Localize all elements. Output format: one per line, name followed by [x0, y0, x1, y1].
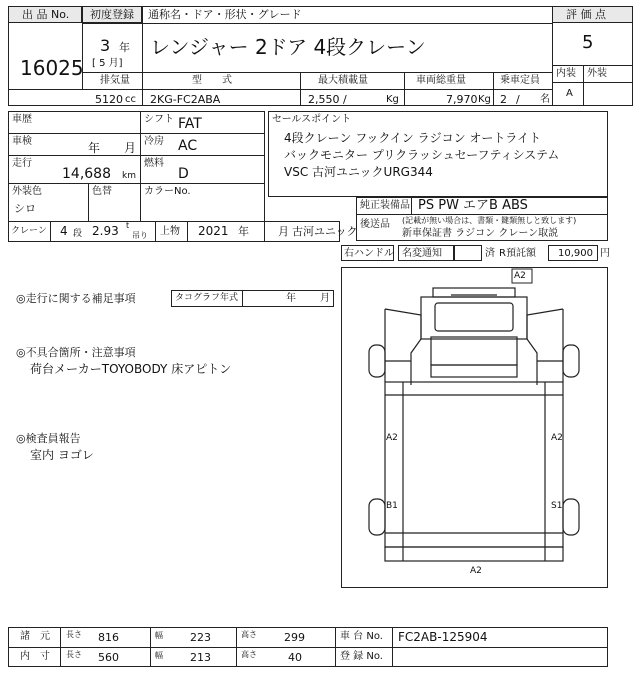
max-load-slash: /	[343, 93, 347, 106]
inner-height-label: 高さ	[241, 650, 257, 659]
gross-weight-unit: Kg	[478, 94, 491, 105]
registration-label: 登 録 No.	[340, 651, 383, 662]
type-label: 型 式	[192, 75, 232, 86]
sales-points-label: セールスポイント	[272, 114, 352, 125]
max-load-kg: Kg	[386, 94, 399, 105]
capacity-label: 乗車定員	[500, 75, 540, 86]
lot-label: 出 品 No.	[22, 8, 70, 21]
model-name-label: 通称名・ドア・形状・グレード	[148, 8, 302, 21]
capacity-unit: 名	[540, 94, 550, 105]
outer-width: 223	[190, 631, 211, 644]
tacho-month-unit: 月	[320, 293, 330, 304]
inspection-month-unit: 月	[124, 141, 137, 155]
warranty-value: 新車保証書 ラジコン クレーン取説	[402, 228, 559, 239]
color-no-label: 色替	[92, 186, 112, 197]
model-name: レンジャー 2ドア 4段クレーン	[150, 35, 426, 59]
fuel-value: D	[178, 166, 189, 182]
displacement-value: 5120	[95, 93, 123, 106]
damage-mark-rear: A2	[470, 566, 482, 576]
color-label: 外装色	[12, 186, 42, 197]
max-load-label: 最大積載量	[318, 75, 368, 86]
max-load-value: 2,550	[308, 93, 340, 106]
capacity-value: 2	[500, 93, 507, 106]
crane-steps: 4	[60, 224, 68, 238]
inspector-text: 室内 ヨゴレ	[30, 448, 94, 462]
gross-weight-value: 7,970	[446, 93, 478, 106]
damage-mark-front: A2	[514, 271, 526, 281]
inspection-label: 車検	[12, 136, 32, 147]
truck-diagram	[341, 267, 608, 588]
shift-value: FAT	[178, 116, 202, 132]
deck-label: 上物	[160, 226, 180, 237]
deck-month-unit: 月	[278, 225, 289, 238]
equipment-value: PS PW エアB ABS	[418, 198, 528, 213]
deposit-unit: 円	[600, 248, 610, 259]
running-notes-label: ◎走行に関する補足事項	[16, 292, 136, 305]
steering: 右ハンドル	[344, 248, 394, 259]
inner-dims-label: 内 寸	[20, 651, 50, 662]
inner-length: 560	[98, 651, 119, 664]
interior-grade: A	[566, 88, 573, 99]
tacho-year-unit: 年	[286, 293, 296, 304]
crane-steps-unit: 段	[73, 229, 83, 239]
inner-width-label: 幅	[155, 651, 163, 660]
color-value: シロ	[14, 202, 36, 215]
damage-mark-left-rear: B1	[386, 501, 398, 511]
mileage-unit: km	[122, 171, 136, 181]
inner-length-label: 長さ	[66, 650, 82, 659]
sales-point-line: バックモニター プリクラッシュセーフティシステム	[284, 148, 560, 162]
defect-label: ◎不具合箇所・注意事項	[16, 346, 136, 359]
ac-label: 冷房	[144, 136, 164, 147]
sales-point-line: 4段クレーン フックイン ラジコン オートライト	[284, 131, 542, 145]
chassis-label: 車 台 No.	[340, 631, 383, 642]
displacement-unit: cc	[125, 94, 136, 105]
color-no2-label: カラーNo.	[144, 186, 191, 197]
gross-weight-label: 車両総重量	[416, 75, 466, 86]
left-fields-frame	[8, 111, 265, 242]
notice-label: 名変通知	[402, 248, 442, 259]
outer-height-label: 高さ	[241, 630, 257, 639]
recycle-status: 済	[485, 248, 495, 259]
damage-mark-right-rear: S1	[551, 501, 563, 511]
fuel-label: 燃料	[144, 158, 164, 169]
warranty-note: (記載が無い場合は、書類・鍵類無しと致します)	[402, 216, 577, 225]
deck-year: 2021	[198, 224, 229, 238]
history-label: 車歴	[12, 114, 32, 125]
inspection-year-unit: 年	[88, 141, 101, 155]
mileage-label: 走行	[12, 158, 32, 169]
grade-label: 評 価 点	[566, 8, 606, 21]
mileage-value: 14,688	[62, 166, 111, 182]
inner-width: 213	[190, 651, 211, 664]
warranty-label: 後送品	[360, 219, 390, 230]
first-reg-year-unit: 年	[119, 41, 130, 54]
sales-point-line: VSC 古河ユニックURG344	[284, 165, 433, 179]
deposit-label: R預託額	[499, 248, 536, 259]
outer-width-label: 幅	[155, 631, 163, 640]
outer-length: 816	[98, 631, 119, 644]
deposit-value: 10,900	[558, 248, 593, 259]
ac-value: AC	[178, 138, 198, 154]
outer-length-label: 長さ	[66, 630, 82, 639]
lot-number: 16025	[20, 56, 84, 80]
inspector-label: ◎検査員報告	[16, 432, 81, 445]
equipment-label: 純正装備品	[360, 200, 410, 211]
notice-value-cell	[454, 245, 482, 261]
interior-label: 内装	[556, 68, 576, 79]
first-reg-month: [ 5 月]	[92, 58, 123, 69]
first-reg-label: 初度登録	[90, 8, 134, 21]
capacity-slash: /	[516, 93, 520, 106]
crane-label: クレーン	[11, 226, 47, 236]
damage-mark-right: A2	[551, 433, 563, 443]
crane-ton-unit: t	[126, 221, 130, 230]
exterior-label: 外装	[587, 68, 607, 79]
outer-dims-label: 諸 元	[20, 631, 50, 642]
outer-height: 299	[284, 631, 305, 644]
deck-year-unit: 年	[238, 225, 249, 238]
damage-mark-left: A2	[386, 433, 398, 443]
chassis-number: FC2AB-125904	[398, 630, 488, 644]
grade-value: 5	[582, 32, 594, 53]
displacement-label: 排気量	[100, 75, 130, 86]
type-value: 2KG-FC2ABA	[150, 93, 221, 106]
crane-maker: 古河ユニック	[292, 225, 358, 238]
inner-height: 40	[288, 651, 302, 664]
defect-text: 荷台メーカーTOYOBODY 床アピトン	[30, 362, 232, 376]
shift-label: シフト	[144, 114, 174, 125]
tacho-label: タコグラフ年式	[175, 293, 239, 303]
first-reg-year: 3	[100, 36, 111, 55]
crane-ton: 2.93	[92, 224, 119, 238]
crane-ton-suffix: 吊り	[132, 231, 148, 240]
